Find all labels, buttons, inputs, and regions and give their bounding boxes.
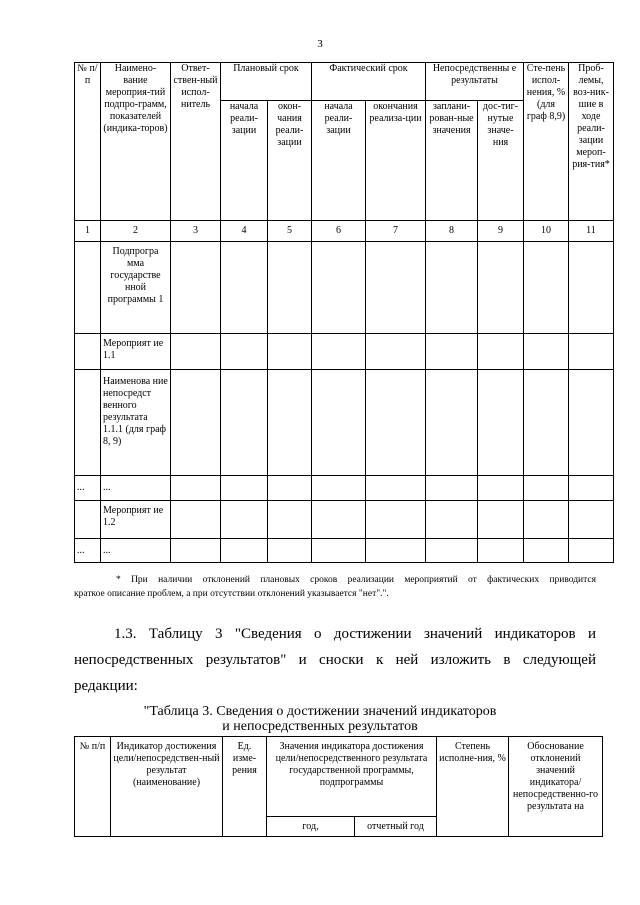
table-row (75, 370, 614, 476)
t3-header-degree: Степень исполне-ния, % (437, 737, 509, 837)
row-name: Наименова ние непосредст венного результата 1.1.1 (для граф 8, 9) (101, 370, 171, 476)
page-number: 3 (317, 38, 323, 50)
column-number: 3 (171, 221, 221, 242)
header-fact-end: окончания реализа-ции (366, 101, 426, 221)
header-degree: Сте-пень испол-нения, % (для граф 8,9) (524, 63, 569, 221)
header-direct-results: Непосредственны е результаты (426, 63, 524, 101)
t3-header-no: № п/п (75, 737, 111, 837)
column-number: 1 (75, 221, 101, 242)
table3-caption: и непосредственных результатов (222, 719, 418, 734)
header-planned-term: Плановый срок (221, 63, 312, 101)
footnote-line: * При наличии отклонений плановых сроков реализации мероприятий от фактических приводится (116, 575, 596, 585)
paragraph-line: редакции: (74, 678, 138, 694)
header-planned-values: заплани-рован-ные значения (426, 101, 478, 221)
header-fact-start: начала реали-зации (312, 101, 366, 221)
footnote-line: краткое описание проблем, а при отсутствии отклонений указывается "нет".". (74, 589, 389, 599)
table3-caption: "Таблица 3. Сведения о достижении значений индикаторов (143, 704, 497, 719)
t3-header-reason: Обоснование отклонений значений индикатора/ непосредственно-го результата на (509, 737, 603, 837)
row-name: ... (101, 539, 171, 563)
row-name: Мероприят ие 1.1 (101, 334, 171, 370)
column-number: 4 (221, 221, 268, 242)
column-number: 7 (366, 221, 426, 242)
column-number: 11 (569, 221, 614, 242)
table-row (75, 242, 614, 334)
column-number: 8 (426, 221, 478, 242)
table-row (75, 501, 614, 539)
row-name: Подпрогра мма государстве нной программы 1 (101, 242, 171, 334)
paragraph-line: 1.3. Таблицу 3 "Сведения о достижении значений индикаторов и (114, 626, 596, 642)
column-number: 9 (478, 221, 524, 242)
amendment-paragraph (74, 621, 596, 699)
header-actual-term: Фактический срок (312, 63, 426, 101)
row-name: ... (101, 476, 171, 501)
header-plan-start: начала реали-зации (221, 101, 268, 221)
report-table-2 (74, 62, 614, 563)
row-number (75, 370, 101, 476)
t3-header-unit: Ед. изме-рения (223, 737, 267, 837)
header-plan-end: окон-чания реали-зации (268, 101, 312, 221)
row-number: ... (75, 476, 101, 501)
t3-header-indicator: Индикатор достижения цели/непосредствен-ный результат (наименование) (111, 737, 223, 837)
footnote (74, 573, 596, 601)
header-responsible: Ответ-ствен-ный испол-нитель (171, 63, 221, 221)
table-row (75, 476, 614, 501)
t3-header-year: год, (267, 817, 355, 837)
header-name: Наимено-вание мероприя-тий подпро-грамм, показателей (индика-торов) (101, 63, 171, 221)
row-number (75, 501, 101, 539)
column-number: 6 (312, 221, 366, 242)
column-number: 2 (101, 221, 171, 242)
table-row (75, 334, 614, 370)
header-problems: Проб-лемы, воз-ник-шие в ходе реали-зации мероп-рия-тия* (569, 63, 614, 221)
row-name: Мероприят ие 1.2 (101, 501, 171, 539)
header-no: № п/п (75, 63, 101, 221)
report-table-3 (74, 736, 603, 837)
row-number (75, 242, 101, 334)
column-numbers-row (75, 221, 614, 242)
row-number: ... (75, 539, 101, 563)
table-row (75, 539, 614, 563)
header-achieved-values: дос-тиг-нутые значе-ния (478, 101, 524, 221)
column-number: 10 (524, 221, 569, 242)
t3-header-values: Значения индикатора достижения цели/непосредственного результата государственной программы, подпрограммы (267, 737, 437, 817)
paragraph-line: непосредственных результатов" и сноски к ней изложить в следующей (74, 652, 596, 668)
column-number: 5 (268, 221, 312, 242)
t3-header-report-year: отчетный год (355, 817, 437, 837)
row-number (75, 334, 101, 370)
